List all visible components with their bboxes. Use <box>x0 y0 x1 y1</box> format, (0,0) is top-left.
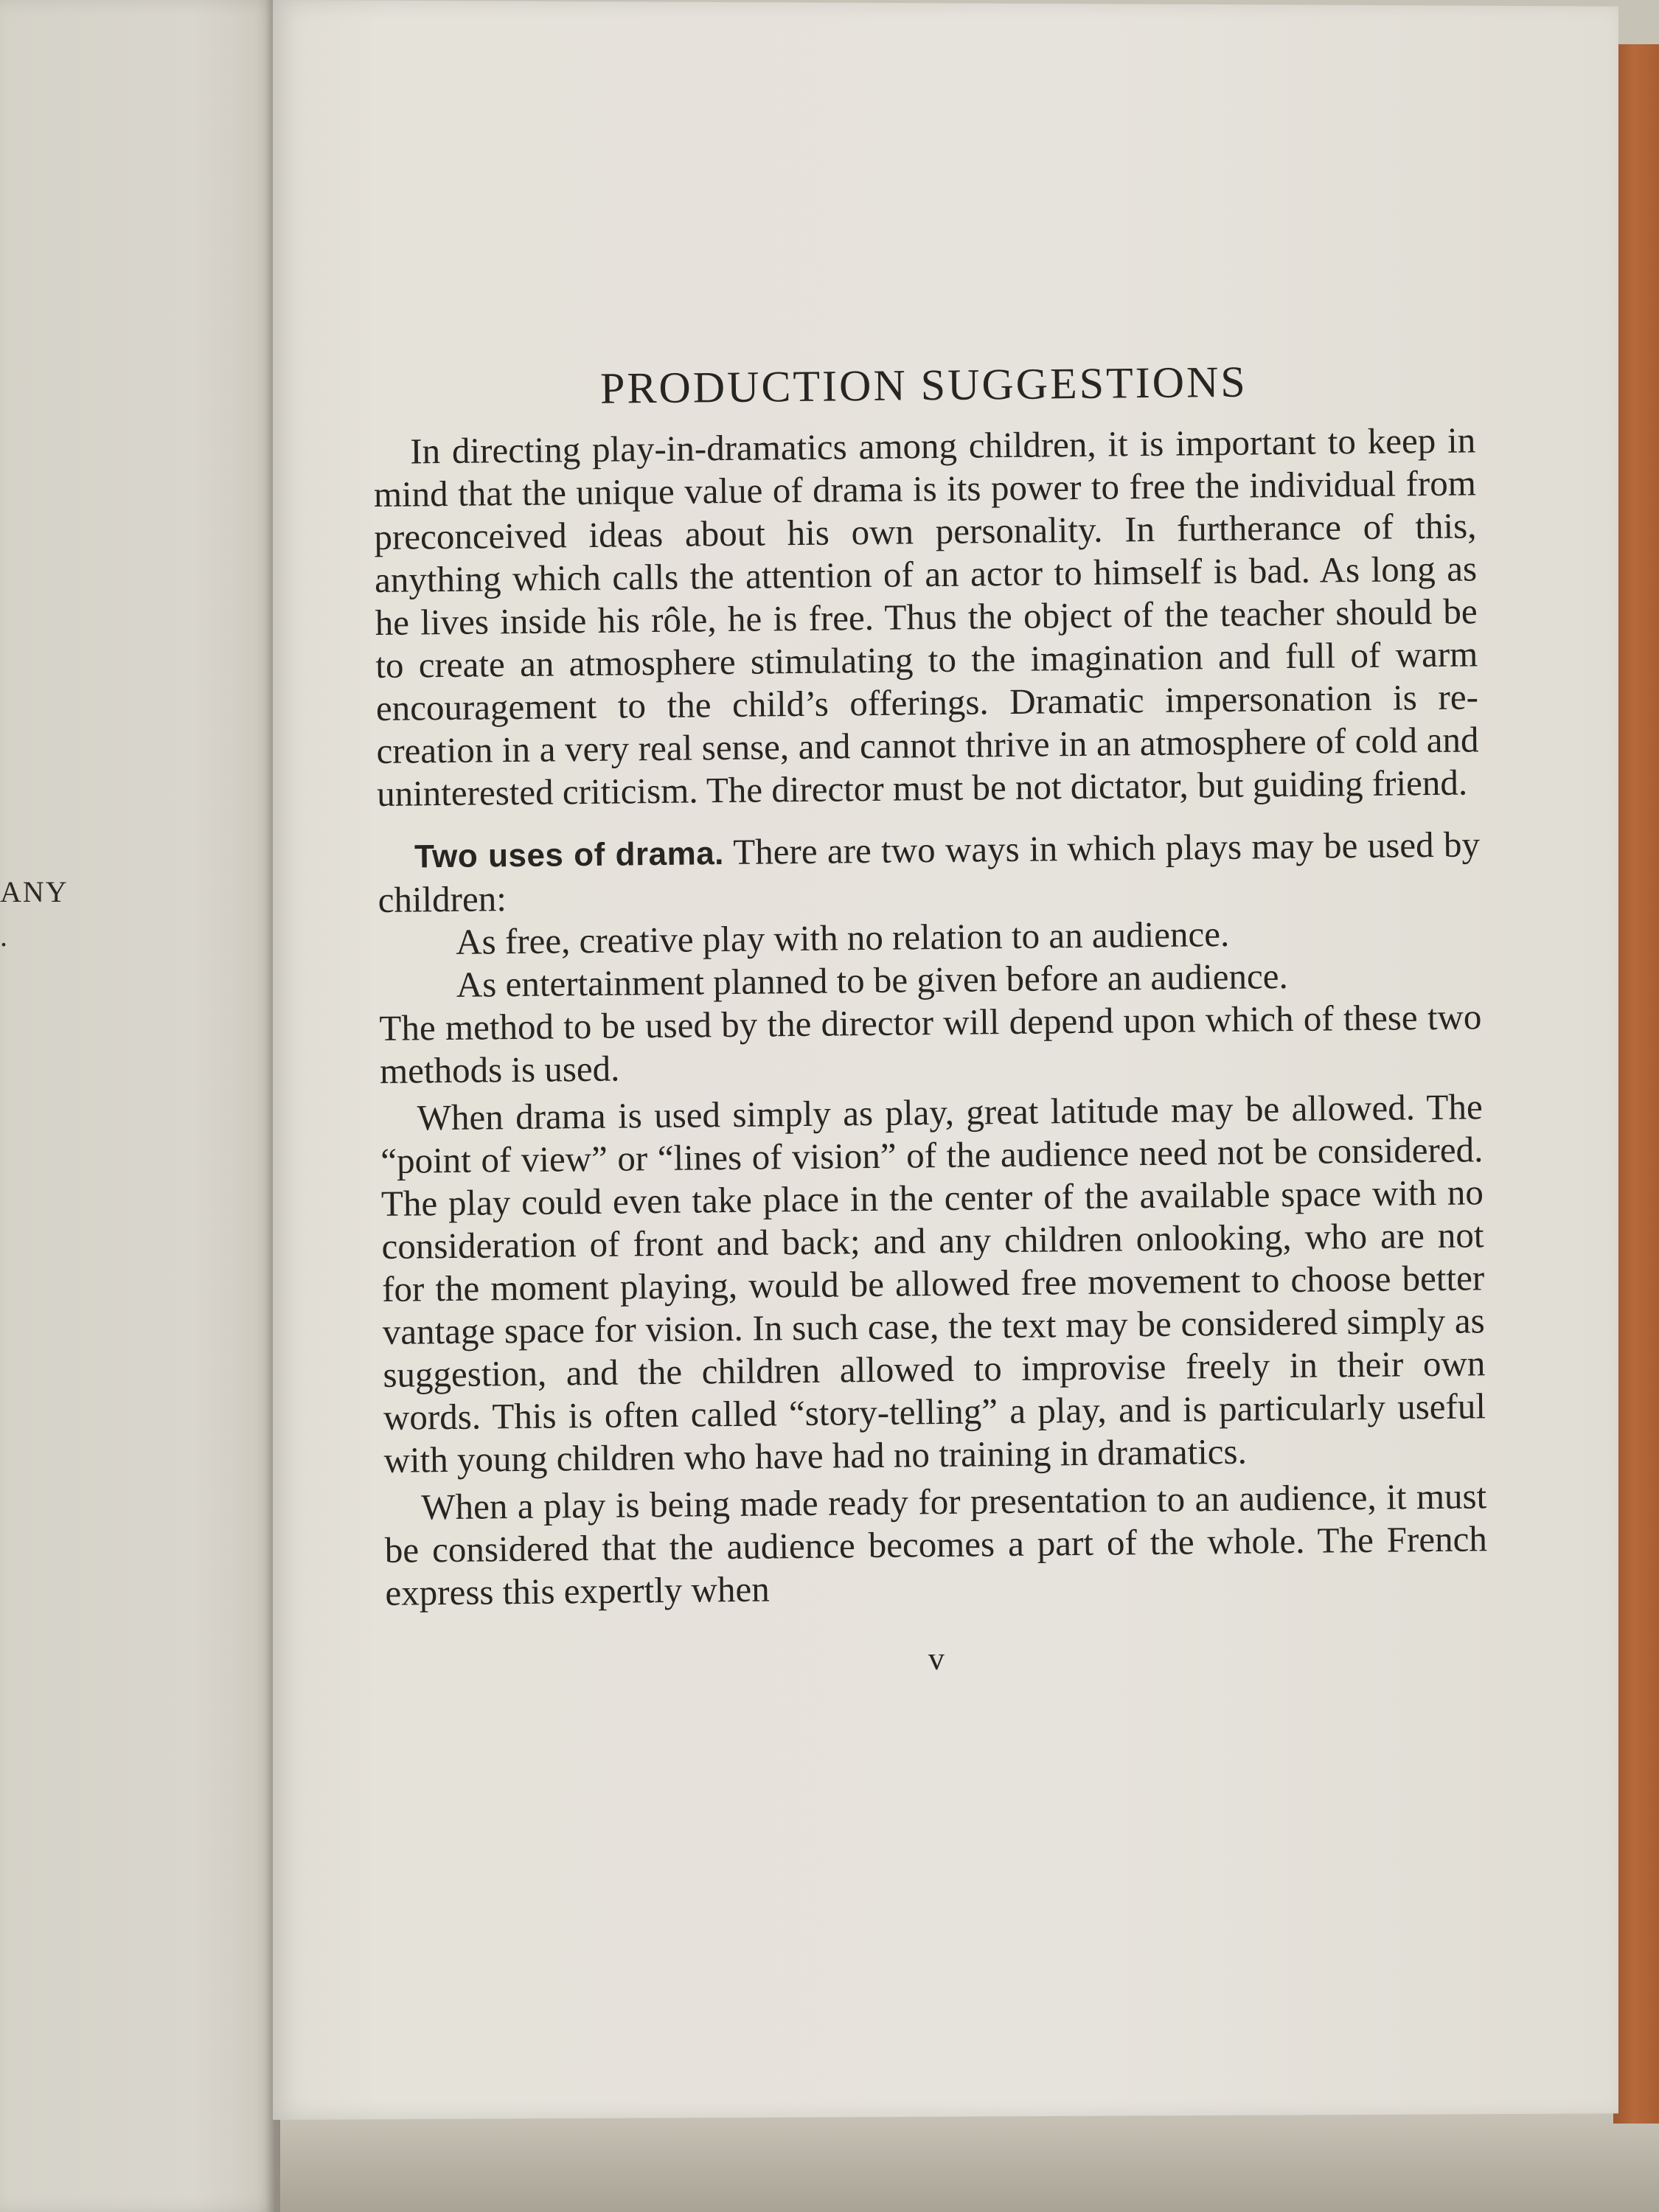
left-page-text-fragment <box>0 870 81 959</box>
paragraph-intro: In directing play-in-dramatics among children, it is important to keep in mind that the unique value of drama is its power to free the individual from preconceived ideas about his own personality. In furtherance of this, anything which calls the attention of an actor to himself is bad. As long as he lives inside his rôle, he is free. Thus the object of the teacher should be to create an atmosphere stimulating to the imagination and full of warm encouragement to the child’s offerings. Dramatic impersonation is re-creation in a very real sense, and cannot thrive in an atmosphere of cold and uninterested criticism. The director must be not dictator, but guiding friend. <box>373 420 1479 814</box>
left-fragment-line-2: . <box>0 919 9 953</box>
list-item-free-play: As free, creative play with no relation to an audience. <box>455 913 1230 962</box>
paragraph-drama-as-play: When drama is used simply as play, great latitude may be allowed. The “point of view” or “lines of vision” of the audience need not be considered. The play could even take place in the center of the available space with no consideration of front and back; and any children onlooking, who are not for the moment playing, would be allowed free movement to choose better vantage space for vision. In such case, the text may be considered simply as suggestion, and the children allowed to improvise freely in their own words. This is often called “story-telling” a play, and is particularly useful with young children who have had no training in dramatics. <box>380 1086 1486 1481</box>
page-text-block <box>372 349 1489 1687</box>
left-fragment-line-1: ANY <box>0 875 69 908</box>
side-heading: Two uses of drama. <box>414 835 725 875</box>
book-cover-edge <box>1613 44 1659 2124</box>
paragraph-method: The method to be used by the director will depend upon which of these two methods is used. <box>379 996 1482 1091</box>
paragraph-two-uses-text: There are two ways in which plays may be used by children: <box>378 824 1481 920</box>
left-page <box>0 0 276 2212</box>
page-title: PRODUCTION SUGGESTIONS <box>599 357 1248 413</box>
paragraph-two-uses <box>378 823 1481 922</box>
page-number: v <box>928 1640 947 1677</box>
list-item-entertainment: As entertainment planned to be given before an audience. <box>456 956 1289 1005</box>
paragraph-presentation: When a play is being made ready for presentation to an audience, it must be considered that the audience becomes a part of the whole. The French express this expertly when <box>384 1475 1488 1613</box>
